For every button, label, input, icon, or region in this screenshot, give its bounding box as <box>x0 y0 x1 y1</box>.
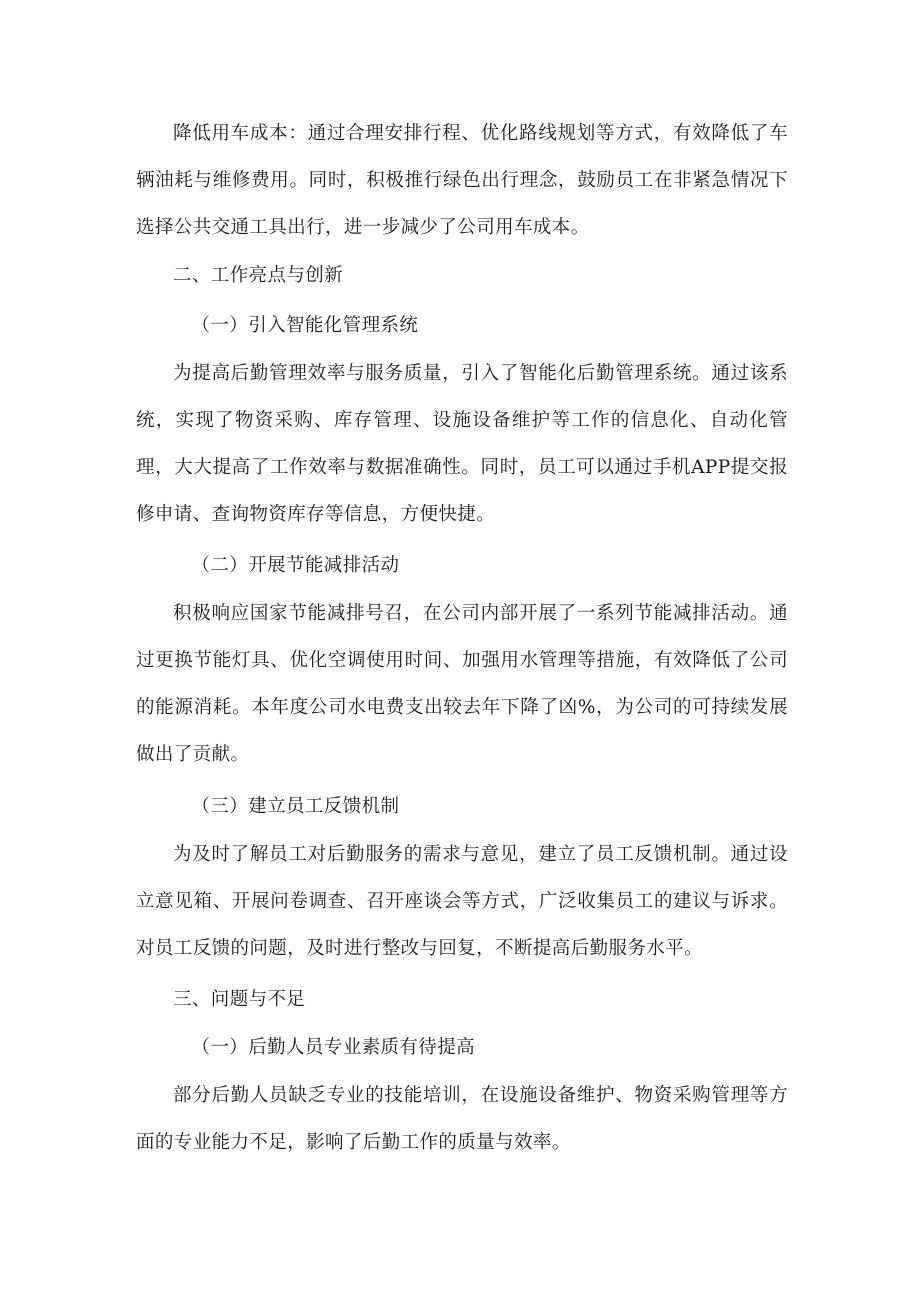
subheading-smart-system: （一）引入智能化管理系统 <box>191 315 419 336</box>
section-heading-problems: 三、问题与不足 <box>173 989 306 1010</box>
paragraph-feedback: 为及时了解员工对后勤服务的需求与意见，建立了员工反馈机制。通过设立意见箱、开展问卷调查、召开座谈会等方式，广泛收集员工的建议与诉求。对员工反馈的问题，及时进行整改与回复，不断提高后勤服务水平。 <box>136 844 788 959</box>
paragraph-staff-quality: 部分后勤人员缺乏专业的技能培训，在设施设备维护、物资采购管理等方面的专业能力不足，影响了后勤工作的质量与效率。 <box>136 1085 788 1153</box>
paragraph-vehicle-cost: 降低用车成本：通过合理安排行程、优化路线规划等方式，有效降低了车辆油耗与维修费用。同时，积极推行绿色出行理念，鼓励员工在非紧急情况下选择公共交通工具出行，进一步减少了公司用车成本。 <box>136 123 788 238</box>
paragraph-smart-system: 为提高后勤管理效率与服务质量，引入了智能化后勤管理系统。通过该系统，实现了物资采购、库存管理、设施设备维护等工作的信息化、自动化管理，大大提高了工作效率与数据准确性。同时，员工可以通过手机APP提交报修申请、查询物资库存等信息，方便快捷。 <box>136 363 788 525</box>
subheading-staff-quality: （一）后勤人员专业素质有待提高 <box>191 1037 476 1058</box>
subheading-energy-saving: （二）开展节能减排活动 <box>191 555 400 576</box>
section-heading-highlights: 二、工作亮点与创新 <box>173 265 344 286</box>
subheading-feedback: （三）建立员工反馈机制 <box>191 796 400 817</box>
paragraph-energy-saving: 积极响应国家节能减排号召，在公司内部开展了一系列节能减排活动。通过更换节能灯具、优化空调使用时间、加强用水管理等措施，有效降低了公司的能源消耗。本年度公司水电费支出较去年下降了凶%，为公司的可持续发展做出了贡献。 <box>136 603 788 765</box>
